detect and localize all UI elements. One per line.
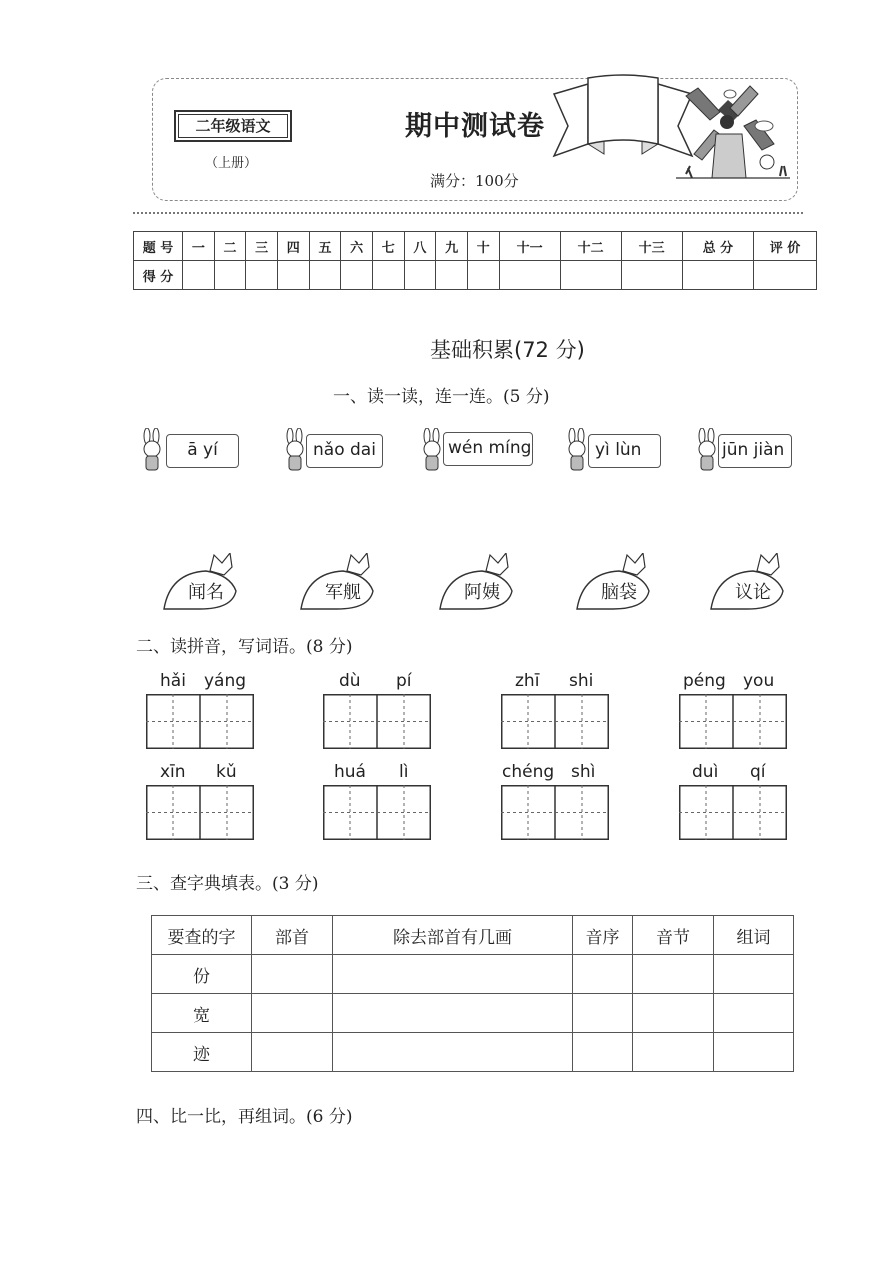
score-table-cell: 十一 <box>499 232 560 261</box>
score-table-cell: 九 <box>436 232 468 261</box>
full-score: 满分：100分 <box>430 172 519 190</box>
score-blank-cell[interactable] <box>682 261 753 290</box>
dict-header-cell: 音序 <box>573 916 633 955</box>
pinyin-syllable: dù <box>339 671 361 691</box>
bunny-icon <box>137 428 167 472</box>
windmill-icon <box>672 82 794 192</box>
score-blank-cell[interactable] <box>436 261 468 290</box>
score-blank-cell[interactable] <box>404 261 436 290</box>
part-title: 基础积累(72 分) <box>430 338 585 362</box>
q1-title: 一、读一读，连一连。(5 分) <box>333 387 550 407</box>
score-blank-cell[interactable] <box>372 261 404 290</box>
answer-cell[interactable] <box>573 955 633 994</box>
grade-label: 二年级语文 <box>178 114 288 138</box>
table-row <box>152 994 794 1033</box>
writing-grid[interactable] <box>323 785 431 840</box>
pinyin-syllable: huá <box>334 762 366 782</box>
pinyin-card[interactable]: ā yí <box>166 434 239 468</box>
answer-cell[interactable] <box>333 1033 573 1072</box>
pinyin-syllable: chéng <box>502 762 555 782</box>
dict-header-cell: 组词 <box>714 916 794 955</box>
pinyin-syllable: pí <box>396 671 412 691</box>
score-table-cell: 七 <box>372 232 404 261</box>
score-table-cell: 八 <box>404 232 436 261</box>
score-blank-cell[interactable] <box>341 261 373 290</box>
pinyin-syllable: xīn <box>160 762 186 782</box>
answer-cell[interactable] <box>633 994 714 1033</box>
dict-header-cell: 音节 <box>633 916 714 955</box>
grade-label-box <box>174 110 292 142</box>
writing-grid[interactable] <box>146 694 254 749</box>
score-blank-cell[interactable] <box>754 261 817 290</box>
score-table-cell: 十 <box>467 232 499 261</box>
pinyin-card[interactable]: wén míng <box>443 432 533 466</box>
score-table-cell: 三 <box>246 232 278 261</box>
score-table-cell: 一 <box>183 232 215 261</box>
word-item[interactable]: 议论 <box>735 582 771 603</box>
score-blank-cell[interactable] <box>467 261 499 290</box>
pinyin-syllable: kǔ <box>216 762 237 782</box>
answer-cell[interactable] <box>573 1033 633 1072</box>
score-blank-cell[interactable] <box>277 261 309 290</box>
pinyin-syllable: péng <box>683 671 726 691</box>
q3-title: 三、查字典填表。(3 分) <box>136 874 319 894</box>
answer-cell[interactable] <box>714 994 794 1033</box>
word-item[interactable]: 阿姨 <box>464 582 500 603</box>
writing-grid[interactable] <box>679 785 787 840</box>
answer-cell[interactable] <box>333 994 573 1033</box>
score-table-cell: 六 <box>341 232 373 261</box>
score-table-cell: 总 分 <box>682 232 753 261</box>
writing-grid[interactable] <box>146 785 254 840</box>
answer-cell[interactable] <box>252 1033 333 1072</box>
answer-cell[interactable] <box>633 1033 714 1072</box>
lookup-char: 宽 <box>152 994 252 1033</box>
score-table-cell: 二 <box>214 232 246 261</box>
lookup-char: 迹 <box>152 1033 252 1072</box>
pinyin-syllable: shi <box>569 671 594 691</box>
table-row <box>152 1033 794 1072</box>
pinyin-syllable: zhī <box>515 671 540 691</box>
answer-cell[interactable] <box>714 955 794 994</box>
pinyin-syllable: duì <box>692 762 719 782</box>
dictionary-table-header-row <box>152 916 794 955</box>
pinyin-card[interactable]: yì lùn <box>588 434 661 468</box>
score-table-cell: 题 号 <box>134 232 183 261</box>
pinyin-syllable: hǎi <box>160 671 186 691</box>
score-blank-cell[interactable] <box>560 261 621 290</box>
score-blank-cell[interactable] <box>246 261 278 290</box>
score-blank-cell[interactable] <box>309 261 341 290</box>
answer-cell[interactable] <box>252 994 333 1033</box>
answer-cell[interactable] <box>333 955 573 994</box>
score-blank-cell[interactable] <box>621 261 682 290</box>
lookup-char: 份 <box>152 955 252 994</box>
writing-grid[interactable] <box>501 785 609 840</box>
word-item[interactable]: 脑袋 <box>601 582 637 603</box>
word-item[interactable]: 军舰 <box>325 582 361 603</box>
dict-header-cell: 要查的字 <box>152 916 252 955</box>
answer-cell[interactable] <box>714 1033 794 1072</box>
table-row <box>152 955 794 994</box>
pinyin-syllable: yáng <box>204 671 247 691</box>
q4-title: 四、比一比，再组词。(6 分) <box>136 1107 353 1127</box>
answer-cell[interactable] <box>252 955 333 994</box>
answer-cell[interactable] <box>633 955 714 994</box>
score-table-cell: 四 <box>277 232 309 261</box>
writing-grid[interactable] <box>679 694 787 749</box>
pinyin-syllable: shì <box>571 762 596 782</box>
score-blank-cell[interactable] <box>499 261 560 290</box>
score-table-cell: 十三 <box>621 232 682 261</box>
answer-cell[interactable] <box>573 994 633 1033</box>
q2-title: 二、读拼音，写词语。(8 分) <box>136 637 353 657</box>
word-item[interactable]: 闻名 <box>188 582 224 603</box>
writing-grid[interactable] <box>323 694 431 749</box>
score-table-cell: 评 价 <box>754 232 817 261</box>
pinyin-syllable: qí <box>750 762 766 782</box>
score-table-cell: 五 <box>309 232 341 261</box>
writing-grid[interactable] <box>501 694 609 749</box>
score-table <box>133 231 817 290</box>
dictionary-table <box>151 915 794 1072</box>
score-table-header-row <box>134 232 817 261</box>
score-blank-cell[interactable] <box>183 261 215 290</box>
exam-title: 期中测试卷 <box>405 111 545 142</box>
pinyin-syllable: lì <box>399 762 409 782</box>
pinyin-card[interactable]: nǎo dai <box>306 434 383 468</box>
pinyin-card[interactable]: jūn jiàn <box>718 434 792 468</box>
pinyin-syllable: you <box>743 671 775 691</box>
score-table-score-row <box>134 261 817 290</box>
score-blank-cell[interactable] <box>214 261 246 290</box>
volume-label: （上册） <box>205 156 258 171</box>
score-table-cell: 十二 <box>560 232 621 261</box>
dict-header-cell: 除去部首有几画 <box>333 916 573 955</box>
dict-header-cell: 部首 <box>252 916 333 955</box>
score-table-cell: 得 分 <box>134 261 183 290</box>
header-divider <box>133 212 803 214</box>
